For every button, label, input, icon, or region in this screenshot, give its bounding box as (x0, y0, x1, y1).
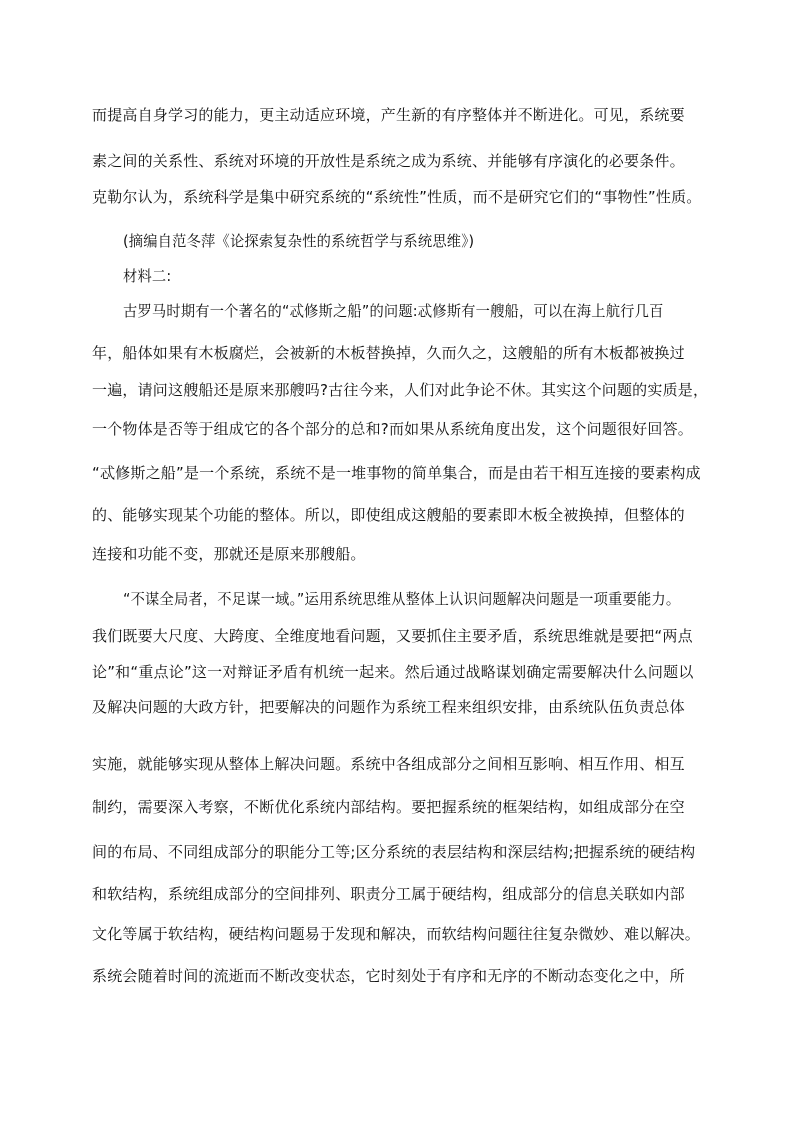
text-line: 我们既要大尺度、大跨度、全维度地看问题，又要抓住主要矛盾，系统思维就是要把“两点 (92, 627, 693, 645)
text-line: “忒修斯之船”是一个系统，系统不是一堆事物的简单集合，而是由若干相互连接的要素构成 (92, 464, 701, 482)
text-line: 连接和功能不变，那就还是原来那艘船。 (92, 545, 366, 563)
text-line: 的、能够实现某个功能的整体。所以，即使组成这艘船的要素即木板全被换掉，但整体的 (92, 506, 685, 524)
text-line: 克勒尔认为，系统科学是集中研究系统的“系统性”性质，而不是研究它们的“事物性”性质。 (92, 188, 702, 206)
text-line: 而提高自身学习的能力，更主动适应环境，产生新的有序整体并不断进化。可见，系统要 (92, 106, 685, 124)
text-line: 和软结构，系统组成部分的空间排列、职责分工属于硬结构，组成部分的信息关联如内部 (92, 885, 685, 903)
text-line: 一遍，请问这艘船还是原来那艘吗?古往今来，人们对此争论不休。其实这个问题的实质是， (92, 381, 709, 399)
text-line: 间的布局、不同组成部分的职能分工等;区分系统的表层结构和深层结构;把握系统的硬结构 (92, 843, 696, 861)
text-line: 一个物体是否等于组成它的各个部分的总和?而如果从系统角度出发，这个问题很好回答。 (92, 420, 693, 438)
text-line: 文化等属于软结构，硬结构问题易于发现和解决，而软结构问题往往复杂微妙、难以解决。 (92, 925, 701, 943)
text-line: 素之间的关系性、系统对环境的开放性是系统之成为系统、并能够有序演化的必要条件。 (92, 152, 685, 170)
text-line: 实施，就能够实现从整体上解决问题。系统中各组成部分之间相互影响、相互作用、相互 (92, 755, 685, 773)
text-line: 古罗马时期有一个著名的“忒修斯之船”的问题:忒修斯有一艘船，可以在海上航行几百 (123, 302, 664, 320)
text-line: 论”和“重点论”这一对辩证矛盾有机统一起来。然后通过战略谋划确定需要解决什么问题以 (92, 663, 694, 681)
text-line: “不谋全局者，不足谋一域。”运用系统思维从整体上认识问题解决问题是一项重要能力。 (123, 590, 681, 608)
text-line: 系统会随着时间的流逝而不断改变状态，它时刻处于有序和无序的不断动态变化之中，所 (92, 967, 685, 985)
text-line: 制约，需要深入考察，不断优化系统内部结构。要把握系统的框架结构，如组成部分在空 (92, 798, 685, 816)
text-line: 年，船体如果有木板腐烂，会被新的木板替换掉，久而久之，这艘船的所有木板都被换过 (92, 344, 685, 362)
section-heading: 材料二: (123, 267, 172, 285)
source-citation: (摘编自范冬萍《论探索复杂性的系统哲学与系统思维》) (123, 232, 475, 250)
text-line: 及解决问题的大政方针，把要解决的问题作为系统工程来组织安排，由系统队伍负责总体 (92, 698, 685, 716)
